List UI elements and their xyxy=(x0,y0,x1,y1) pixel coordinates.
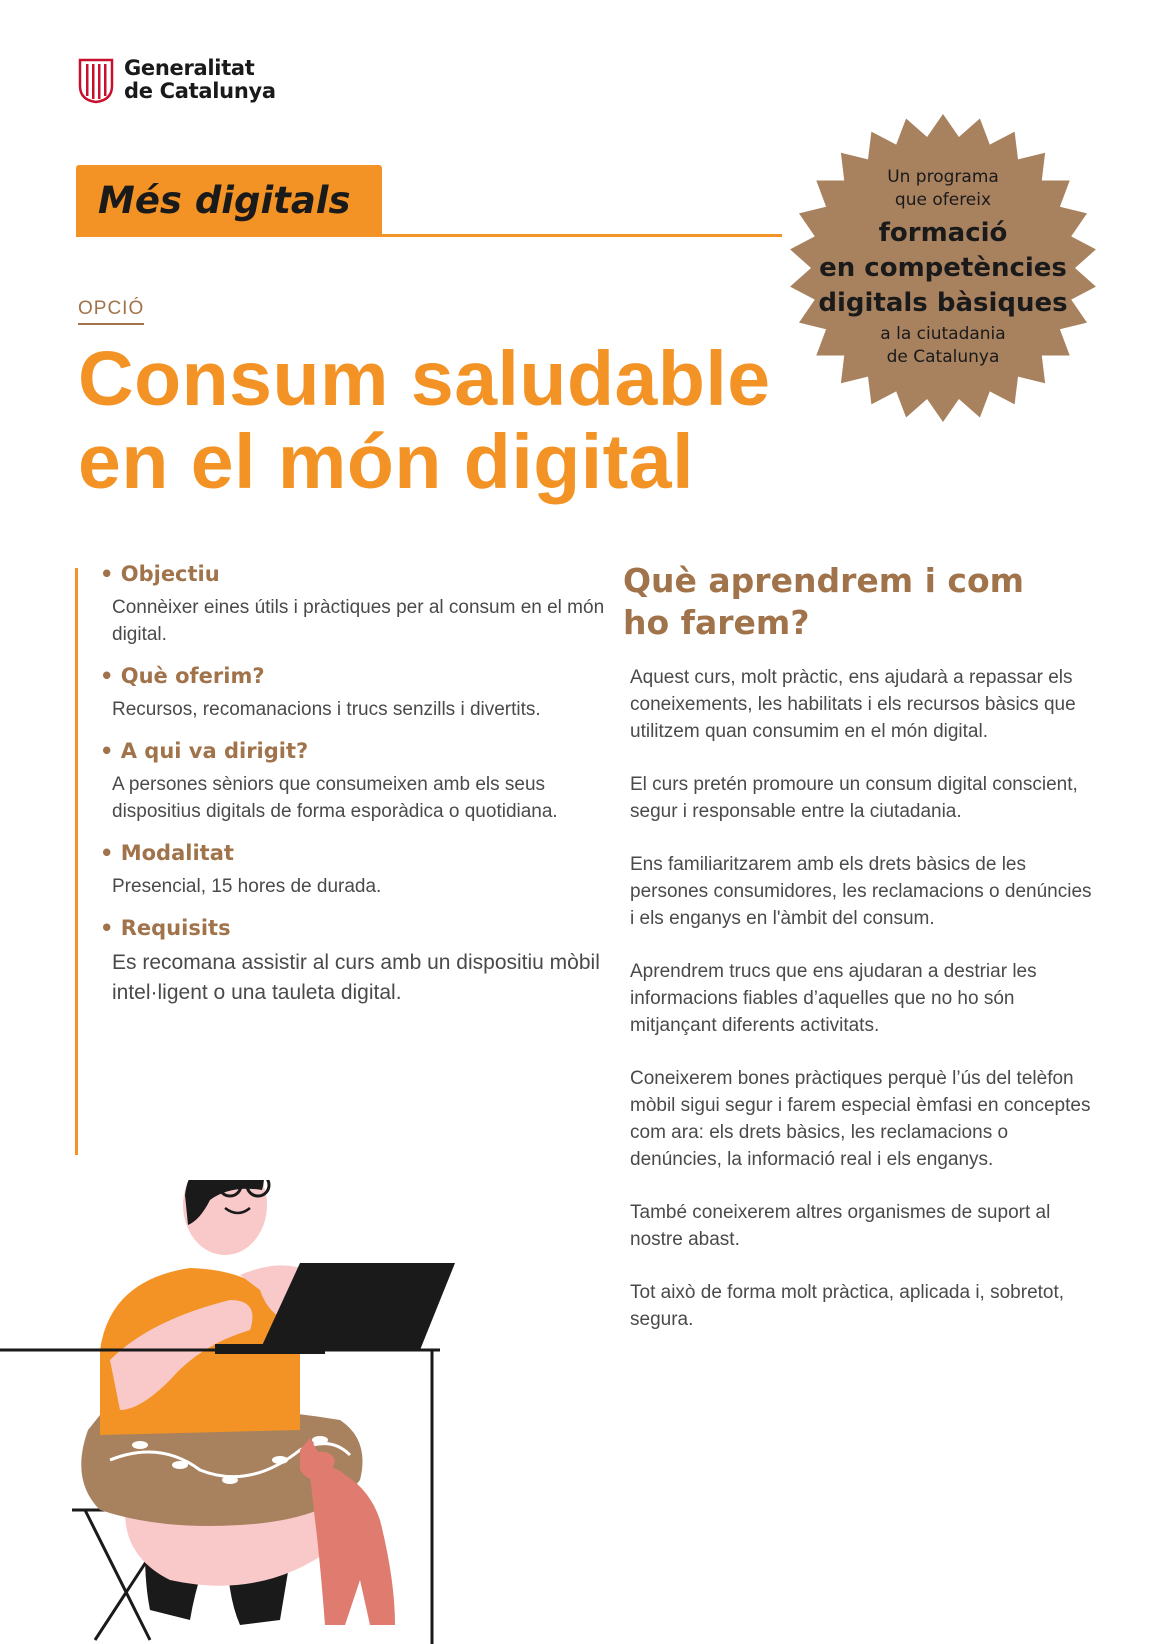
option-label: OPCIÓ xyxy=(78,298,144,325)
program-name: Més digitals xyxy=(98,179,351,222)
logo-line-1: Generalitat xyxy=(124,56,255,80)
banner-underline xyxy=(76,234,782,237)
program-badge xyxy=(787,112,1099,424)
badge-bold-2: en competències xyxy=(819,253,1067,283)
info-item-requisits xyxy=(100,916,610,1008)
info-item-modalitat xyxy=(100,841,610,900)
description-paragraph: Aprendrem trucs que ens ajudaran a destriar les informacions fiables d’aquelles que no ho són mitjançant diferents activitats. xyxy=(630,961,1037,1036)
info-label: • Requisits xyxy=(100,916,231,940)
info-text: A persones sèniors que consumeixen amb els seus dispositius digitals de forma esporàdica o quotidiana. xyxy=(112,774,558,822)
info-item-objectiu xyxy=(100,562,610,648)
description-paragraph: També coneixerem altres organismes de suport al nostre abast. xyxy=(630,1202,1051,1250)
info-label: • Objectiu xyxy=(100,562,220,586)
badge-bold-3: digitals bàsiques xyxy=(818,288,1068,318)
description-paragraph: Ens familiaritzarem amb els drets bàsics de les persones consumidores, les reclamacions o denúncies i els enganys en l'àmbit del consum. xyxy=(630,854,1092,929)
info-text: Connèixer eines útils i pràctiques per al consum en el món digital. xyxy=(112,597,605,645)
info-label: • A qui va dirigit? xyxy=(100,739,309,763)
title-line-2: en el món digital xyxy=(78,419,695,505)
section-title: Què aprendrem i com ho farem? xyxy=(623,561,1025,642)
badge-text xyxy=(787,112,1099,424)
badge-line-4: de Catalunya xyxy=(886,347,1000,367)
person-head-icon xyxy=(183,1180,269,1255)
badge-bold-1: formació xyxy=(878,218,1008,248)
person-laptop-illustration xyxy=(0,1180,480,1644)
info-text: Recursos, recomanacions i trucs senzills i divertits. xyxy=(112,699,541,720)
title-line-1: Consum saludable xyxy=(78,336,771,422)
description-paragraph: Aquest curs, molt pràctic, ens ajudarà a repassar els coneixements, les habilitats i els recursos bàsics que utilitzem quan consumim en el món digital. xyxy=(630,667,1076,742)
page-title xyxy=(78,338,771,504)
description-paragraph: Tot això de forma molt pràctica, aplicada i, sobretot, segura. xyxy=(630,1282,1065,1330)
info-text: Presencial, 15 hores de durada. xyxy=(112,876,382,897)
badge-line-2: que ofereix xyxy=(894,190,992,210)
badge-line-1: Un programa xyxy=(887,167,999,187)
info-label: • Què oferim? xyxy=(100,664,265,688)
info-text: Es recomana assistir al curs amb un dispositiu mòbil intel·ligent o una tauleta digital. xyxy=(112,951,600,1004)
info-divider xyxy=(75,568,78,1155)
senyera-emblem-icon xyxy=(76,56,116,104)
info-label: • Modalitat xyxy=(100,841,234,865)
program-banner xyxy=(76,165,382,237)
info-item-que-oferim xyxy=(100,664,610,723)
badge-line-3: a la ciutadania xyxy=(880,324,1006,344)
description-paragraph: El curs pretén promoure un consum digital conscient, segur i responsable entre la ciutadania. xyxy=(630,774,1078,822)
generalitat-logo xyxy=(76,56,276,104)
description-paragraph: Coneixerem bones pràctiques perquè l’ús del telèfon mòbil sigui segur i farem especial èmfasi en conceptes com ara: els drets bàsics, les reclamacions o denúncies, la informació real i els enganys. xyxy=(630,1068,1091,1170)
course-description xyxy=(630,664,1100,1359)
logo-text xyxy=(124,57,276,103)
info-item-a-qui xyxy=(100,739,610,825)
logo-line-2: de Catalunya xyxy=(124,79,276,103)
course-info-list xyxy=(100,562,610,1024)
